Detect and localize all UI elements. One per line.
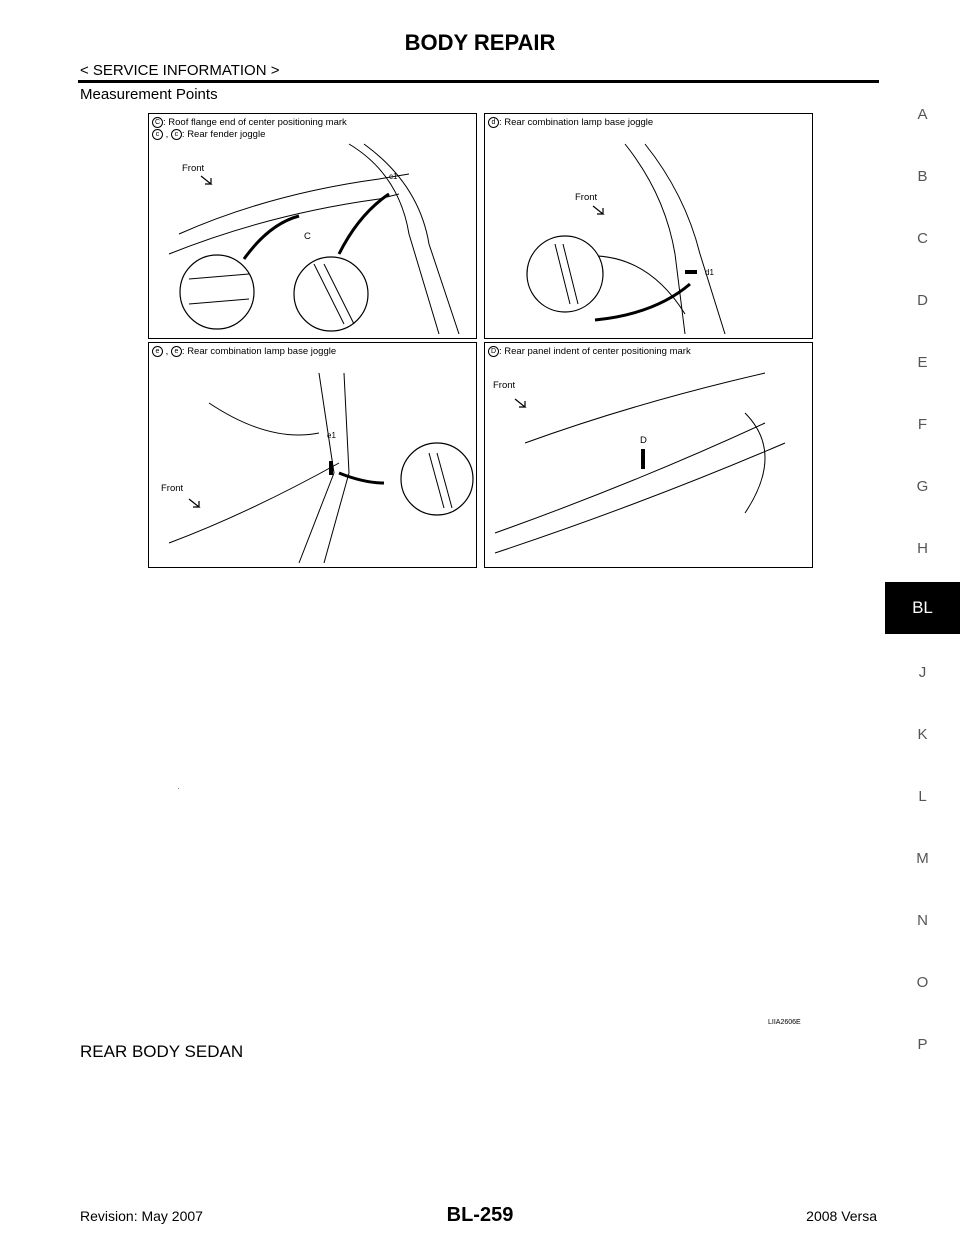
figure-panel-d1 xyxy=(484,113,813,339)
panel-illustration xyxy=(485,343,814,569)
tab-j[interactable]: J xyxy=(918,664,927,681)
panel-caption: D : Rear panel indent of center positioning mark xyxy=(488,346,691,358)
tab-d[interactable]: D xyxy=(917,292,928,309)
figure-panel-d xyxy=(484,342,813,568)
figure-id: LIIA2606E xyxy=(768,1019,801,1026)
footer-page-number: BL-259 xyxy=(446,1204,514,1226)
callout-e1-icon: e xyxy=(152,346,163,357)
section-heading: Measurement Points xyxy=(80,86,218,103)
callout-c1-icon: c xyxy=(152,129,163,140)
front-label: Front xyxy=(493,380,516,391)
panel-caption: d : Rear combination lamp base joggle xyxy=(488,117,653,129)
tab-p[interactable]: P xyxy=(917,1036,928,1053)
tab-g[interactable]: G xyxy=(916,478,929,495)
tab-c[interactable]: C xyxy=(917,230,928,247)
footer-model: 2008 Versa xyxy=(806,1208,877,1224)
tab-o[interactable]: O xyxy=(916,974,929,991)
callout-c1-label: c1 xyxy=(389,172,398,181)
header-rule xyxy=(78,80,879,83)
page-title: BODY REPAIR xyxy=(404,30,556,55)
callout-e1b-icon: e xyxy=(171,346,182,357)
panel-illustration xyxy=(149,114,478,340)
section-heading-2: REAR BODY SEDAN xyxy=(80,1042,244,1061)
callout-d1-label: d1 xyxy=(705,268,714,277)
callout-c-label: C xyxy=(304,231,311,242)
figure-panel-e1 xyxy=(148,342,477,568)
measurement-figure xyxy=(148,113,813,568)
tab-l[interactable]: L xyxy=(918,788,927,805)
callout-c1b-icon: c xyxy=(171,129,182,140)
tab-bl[interactable]: BL xyxy=(885,582,960,634)
callout-e1-label: e1 xyxy=(327,431,336,440)
callout-d-icon: D xyxy=(488,346,499,357)
callout-c-icon: C xyxy=(152,117,163,128)
panel-caption: e , e : Rear combination lamp base joggle xyxy=(152,346,336,358)
tab-f[interactable]: F xyxy=(917,416,928,433)
tab-e[interactable]: E xyxy=(917,354,928,371)
tab-n[interactable]: N xyxy=(917,912,928,929)
front-label: Front xyxy=(161,483,184,494)
tab-h[interactable]: H xyxy=(917,540,928,557)
panel-illustration xyxy=(149,343,478,569)
tab-b[interactable]: B xyxy=(917,168,928,185)
panel-illustration xyxy=(485,114,814,340)
tab-m[interactable]: M xyxy=(916,850,929,867)
tab-a[interactable]: A xyxy=(917,106,928,123)
front-label: Front xyxy=(575,192,598,203)
section-index-tabs xyxy=(885,0,960,1242)
section-subhead: < SERVICE INFORMATION > xyxy=(80,62,280,79)
panel-caption: C : Roof flange end of center positioning mark c , c : Rear fender joggle xyxy=(152,117,347,141)
tab-k[interactable]: K xyxy=(917,726,928,743)
stray-mark xyxy=(178,788,179,789)
footer-revision: Revision: May 2007 xyxy=(80,1208,203,1224)
callout-d-label: D xyxy=(640,435,647,446)
figure-panel-c xyxy=(148,113,477,339)
callout-d1-icon: d xyxy=(488,117,499,128)
front-label: Front xyxy=(182,163,205,174)
